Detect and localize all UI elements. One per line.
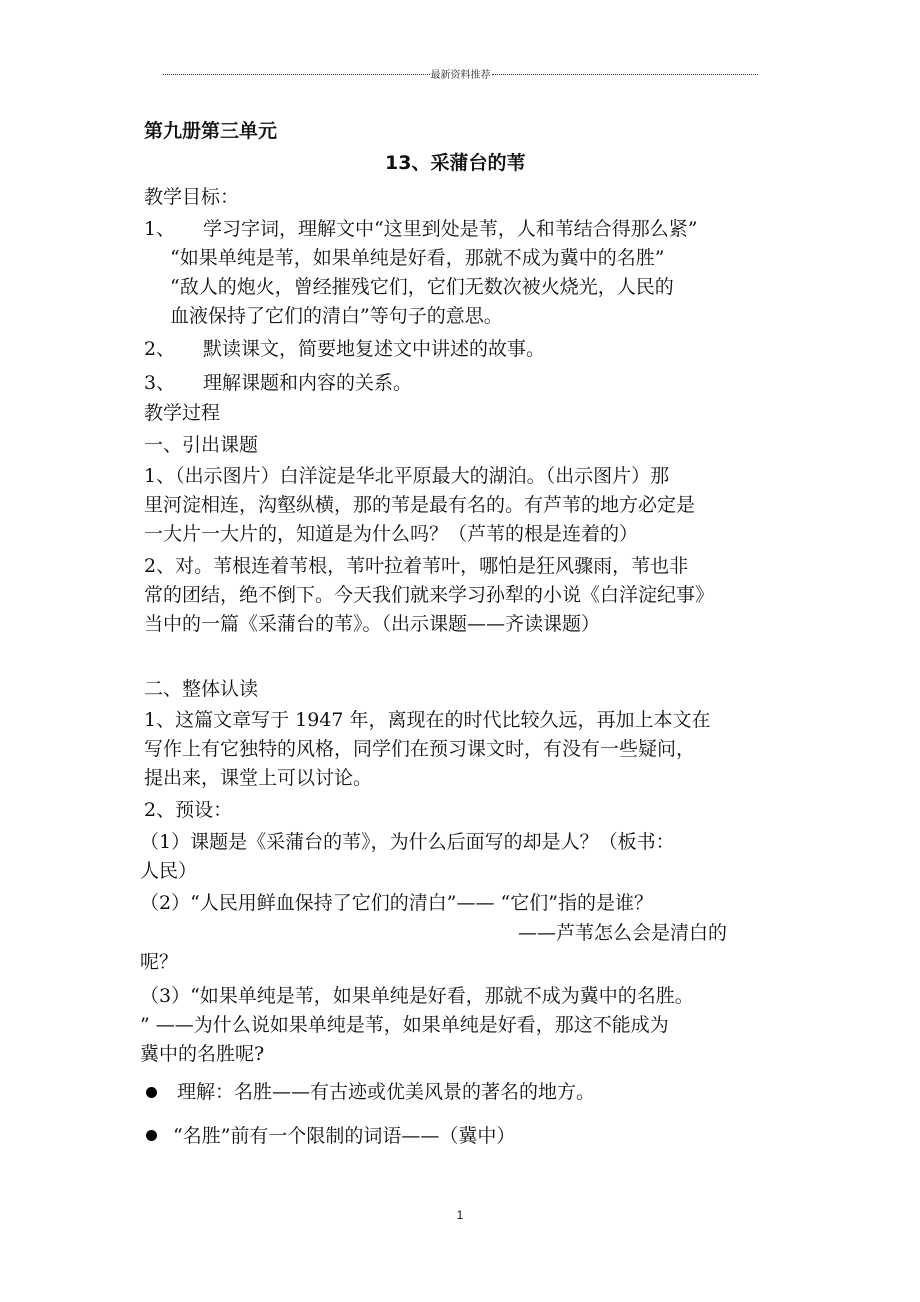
goal-2-number: 2、 — [144, 338, 176, 360]
bullet-2-text: “名胜”前有一个限制的词语——（冀中） — [173, 1125, 516, 1147]
paragraph-2-line-3: 当中的一篇《采蒲台的苇》。（出示课题——齐读课题） — [144, 613, 601, 635]
question-3-line-1: （3）“如果单纯是苇，如果单纯是好看，那就不成为冀中的名胜。 — [140, 985, 694, 1007]
lesson-title: 13、采蒲台的苇 — [385, 152, 526, 174]
paragraph-2-line-1: 2、对。苇根连着苇根，苇叶拉着苇叶，哪怕是狂风骤雨，苇也非 — [144, 555, 689, 577]
paragraph-3-line-3: 提出来，课堂上可以讨论。 — [144, 767, 373, 789]
question-1-line-1: （1）课题是《采蒲台的苇》，为什么后面写的却是人？（板书： — [140, 831, 675, 853]
goal-1-line-4: 血液保持了它们的清白”等句子的意思。 — [170, 305, 503, 327]
goals-heading: 教学目标： — [144, 186, 240, 208]
page-number: 1 — [456, 1208, 464, 1222]
paragraph-2-line-2: 常的团结，绝不倒下。今天我们就来学习孙犁的小说《白洋淀纪事》 — [144, 584, 715, 606]
question-3-line-2: ” ——为什么说如果单纯是苇，如果单纯是好看，那这不能成为 — [140, 1014, 669, 1036]
goal-1-number: 1、 — [144, 218, 176, 240]
goal-3-number: 3、 — [144, 372, 176, 394]
paragraph-1-line-2: 里河淀相连，沟壑纵横，那的苇是最有名的。有芦苇的地方必定是 — [144, 494, 696, 516]
bullet-dot-2 — [146, 1130, 157, 1141]
question-3-line-3: 冀中的名胜呢? — [140, 1043, 265, 1065]
question-2-line-3: 呢？ — [140, 951, 179, 973]
question-1-line-2: 人民） — [140, 860, 198, 882]
question-2-line-2: ——芦苇怎么会是清白的 — [518, 922, 728, 944]
header-dotted-line-left — [163, 74, 430, 75]
section-2-heading: 二、整体认读 — [144, 678, 259, 700]
paragraph-1-line-1: 1、（出示图片）白洋淀是华北平原最大的湖泊。（出示图片）那 — [144, 465, 670, 487]
unit-title: 第九册第三单元 — [144, 120, 278, 142]
paragraph-3-line-2: 写作上有它独特的风格，同学们在预习课文时，有没有一些疑问， — [144, 738, 696, 760]
process-heading: 教学过程 — [144, 402, 221, 424]
goal-1-line-2: “如果单纯是苇，如果单纯是好看，那就不成为冀中的名胜” — [170, 247, 665, 269]
paragraph-3-line-1: 1、这篇文章写于 1947 年，离现在的时代比较久远，再加上本文在 — [144, 709, 711, 731]
goal-1-line-1: 学习字词，理解文中“这里到处是苇，人和苇结合得那么紧” — [203, 218, 698, 240]
goal-1-line-3: “敌人的炮火，曾经摧残它们，它们无数次被火烧光，人民的 — [170, 276, 674, 298]
header-dotted-line-right — [492, 74, 759, 75]
paragraph-1-line-3: 一大片一大片的，知道是为什么吗？（芦苇的根是连着的） — [144, 523, 639, 545]
goal-3-text: 理解课题和内容的关系。 — [203, 372, 413, 394]
bullet-1-text: 理解：名胜——有古迹或优美风景的著名的地方。 — [177, 1081, 596, 1103]
goal-2-text: 默读课文，简要地复述文中讲述的故事。 — [203, 338, 546, 360]
paragraph-4: 2、预设： — [144, 799, 233, 821]
page-header — [163, 64, 758, 82]
header-text: 最新资料推荐 — [430, 69, 491, 81]
question-2-line-1: （2）“人民用鲜血保持了它们的清白”—— “它们”指的是谁？ — [140, 892, 653, 914]
section-1-heading: 一、引出课题 — [144, 434, 259, 456]
bullet-dot-1 — [146, 1087, 157, 1098]
